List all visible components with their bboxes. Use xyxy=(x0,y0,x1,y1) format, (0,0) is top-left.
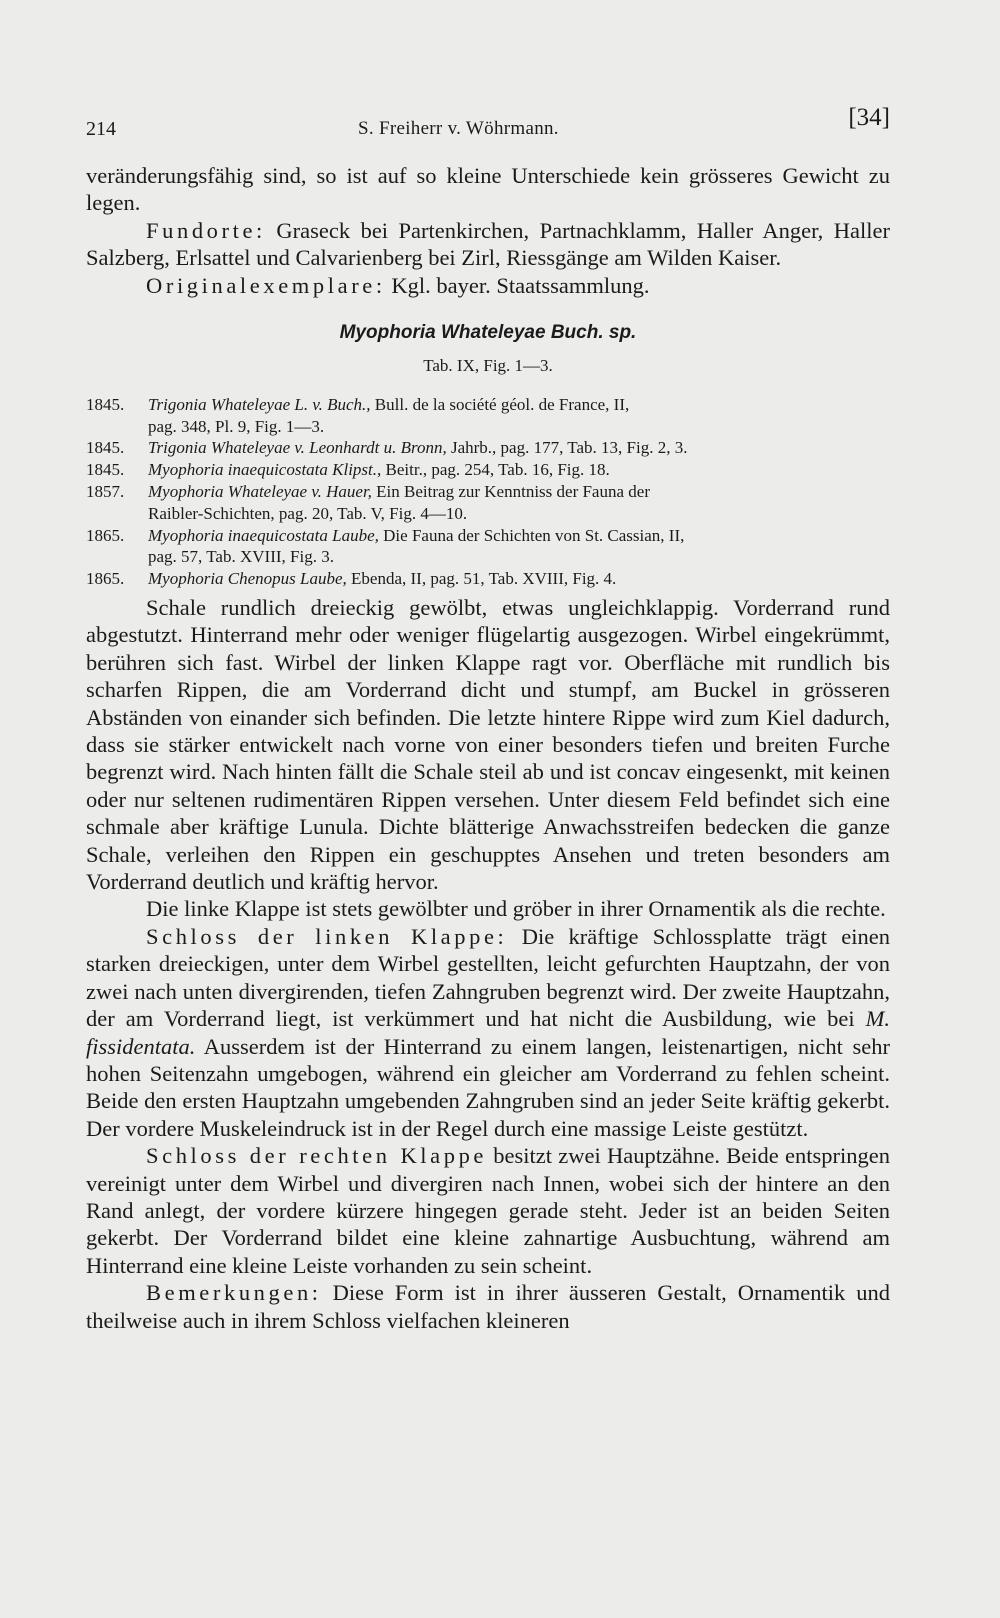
synonym-reference: Bull. de la société géol. de France, II, xyxy=(370,394,630,414)
synonym-reference: Ein Beitrag zur Kenntniss der Fauna der xyxy=(371,482,650,502)
synonym-reference: Die Fauna der Schichten von St. Cassian, II, xyxy=(378,525,685,545)
remarks-label: Bemerkungen: xyxy=(146,1280,322,1306)
synonym-reference: Beitr., pag. 254, Tab. 16, Fig. 18. xyxy=(381,460,610,480)
synonym-name: Myophoria Chenopus Laube, xyxy=(148,569,347,589)
synonym-citation xyxy=(148,437,890,459)
synonym-reference: Ebenda, II, pag. 51, Tab. XVIII, Fig. 4. xyxy=(346,569,617,589)
plate-reference: Tab. IX, Fig. 1—3. xyxy=(423,356,553,376)
species-reference: M. fissidentata. xyxy=(86,1006,890,1059)
section-number: [34] xyxy=(848,104,890,131)
synonym-citation xyxy=(148,459,890,481)
right-hinge-text: besitzt zwei Hauptzähne. Beide entspringen vereinigt unter dem Wirbel und divergiren nach Innen, wobei sich der hintere an den Rand anlegt, der vordere kürzere hingegen gerade steht. Jeder ist an beiden Seiten gekerbt. Der Vorderrand bildet eine kleine zahnartige Ausbuchtung, während am Hinterrand eine kleine Leiste vorhanden zu sein scheint. xyxy=(86,1143,890,1278)
originalexemplare-label: Originalexemplare: xyxy=(146,272,386,298)
synonym-year: 1865. xyxy=(86,569,125,589)
fundorte-text: Graseck bei Partenkirchen, Partnachklamm, Haller Anger, Haller Salzberg, Erlsattel und Calvarienberg bei Zirl, Riessgänge am Wilden Kaiser. xyxy=(86,217,890,271)
synonym-year: 1865. xyxy=(86,525,125,545)
left-hinge-text-b: Ausserdem ist der Hinterrand zu einem langen, leistenartigen, nicht sehr hohen Seitenzahn umgebogen, während ein gleicher am Vorderrand zu fehlen scheint. Beide den ersten Hauptzahn umgebenden Zahngruben sind an jeder Seite kräftig gekerbt. Der vordere Muskeleindruck ist in der Regel durch eine massige Leiste gestützt. xyxy=(86,1033,890,1141)
synonym-entry xyxy=(86,525,890,569)
paragraph-right-hinge xyxy=(86,1142,890,1279)
synonym-year: 1857. xyxy=(86,482,125,502)
synonym-name: Myophoria inaequicostata Laube, xyxy=(148,525,379,545)
species-title: Myophoria Whateleyae Buch. sp. xyxy=(339,322,637,344)
synonym-continuation: pag. 348, Pl. 9, Fig. 1—3. xyxy=(148,416,325,436)
page-header xyxy=(86,100,890,150)
synonym-name: Trigonia Whateleyae L. v. Buch., xyxy=(148,394,371,414)
synonym-year: 1845. xyxy=(86,438,125,458)
page-body xyxy=(86,162,890,1334)
right-hinge-label: Schloss der rechten Klappe xyxy=(146,1143,488,1169)
synonym-name: Myophoria Whateleyae v. Hauer, xyxy=(148,482,372,502)
synonym-reference: Jahrb., pag. 177, Tab. 13, Fig. 2, 3. xyxy=(446,438,688,458)
species-heading xyxy=(86,319,890,380)
fundorte-label: Fundorte: xyxy=(146,217,266,243)
page-number: 214 xyxy=(86,118,116,140)
synonym-entry xyxy=(86,394,890,438)
paragraph-remarks xyxy=(86,1279,890,1334)
synonym-entry xyxy=(86,568,890,590)
synonym-continuation: pag. 57, Tab. XVIII, Fig. 3. xyxy=(148,547,334,567)
synonymy-list xyxy=(86,394,890,590)
synonym-year: 1845. xyxy=(86,460,125,480)
paragraph-continuation: veränderungsfähig sind, so ist auf so kleine Unterschiede kein grösseres Gewicht zu legen. xyxy=(86,163,890,216)
synonym-citation xyxy=(148,481,890,503)
synonym-entry xyxy=(86,481,890,525)
left-hinge-text-a: Die kräftige Schlossplatte trägt einen starken dreieckigen, unter dem Wirbel gestellten, leicht gefurchten Hauptzahn, der von zwei nach unten divergirenden, tiefen Zahngruben begrenzt wird. Der zweite Hauptzahn, der am Vorderrand liegt, ist verkümmert und hat nicht die Ausbildung, wie bei xyxy=(86,923,890,1032)
remarks-text: Diese Form ist in ihrer äusseren Gestalt, Ornamentik und theilweise auch in ihrem Schloss vielfachen kleineren xyxy=(86,1280,890,1333)
paragraph-left-valve: Die linke Klappe ist stets gewölbter und gröber in ihrer Ornamentik als die rechte. xyxy=(146,896,886,922)
paragraph-originalexemplare xyxy=(86,272,890,299)
synonym-citation xyxy=(148,568,890,590)
paragraph-fundorte xyxy=(86,217,890,272)
left-hinge-label: Schloss der linken Klappe: xyxy=(146,923,508,949)
running-head: S. Freiherr v. Wöhrmann. xyxy=(358,118,559,139)
synonym-entry xyxy=(86,437,890,459)
paragraph-left-hinge xyxy=(86,923,890,1142)
synonym-citation xyxy=(148,394,890,416)
synonym-name: Myophoria inaequicostata Klipst., xyxy=(148,460,382,480)
originalexemplare-text: Kgl. bayer. Staatssammlung. xyxy=(385,272,650,298)
synonym-citation xyxy=(148,525,890,547)
paragraph-description: Schale rundlich dreieckig gewölbt, etwas ungleichklappig. Vorderrand rund abgestutzt. Hinterrand mehr oder weniger flügelartig ausgezogen. Wirbel eingekrümmt, berühren sich fast. Wirbel der linken Klappe ragt vor. Oberfläche mit rundlich bis scharfen Rippen, die am Vorderrand dicht und stumpf, am Buckel in grösseren Abständen von einander sich befinden. Die letzte hintere Rippe wird zum Kiel dadurch, dass sie stärker entwickelt nach vorne von einer besonders tiefen und breiten Furche begrenzt wird. Nach hinten fällt die Schale steil ab und ist concav eingesenkt, mit keinen oder nur seltenen rudimentären Rippen versehen. Unter diesem Feld befindet sich eine schmale aber kräftige Lunula. Dichte blätterige Anwachsstreifen bedecken die ganze Schale, verleihen den Rippen ein geschupptes Ansehen und treten besonders am Vorderrand deutlich und kräftig hervor. xyxy=(86,595,890,895)
synonym-entry xyxy=(86,459,890,481)
synonym-name: Trigonia Whateleyae v. Leonhardt u. Bronn, xyxy=(148,438,447,458)
synonym-continuation: Raibler-Schichten, pag. 20, Tab. V, Fig. 4—10. xyxy=(148,503,468,523)
synonym-year: 1845. xyxy=(86,394,125,414)
